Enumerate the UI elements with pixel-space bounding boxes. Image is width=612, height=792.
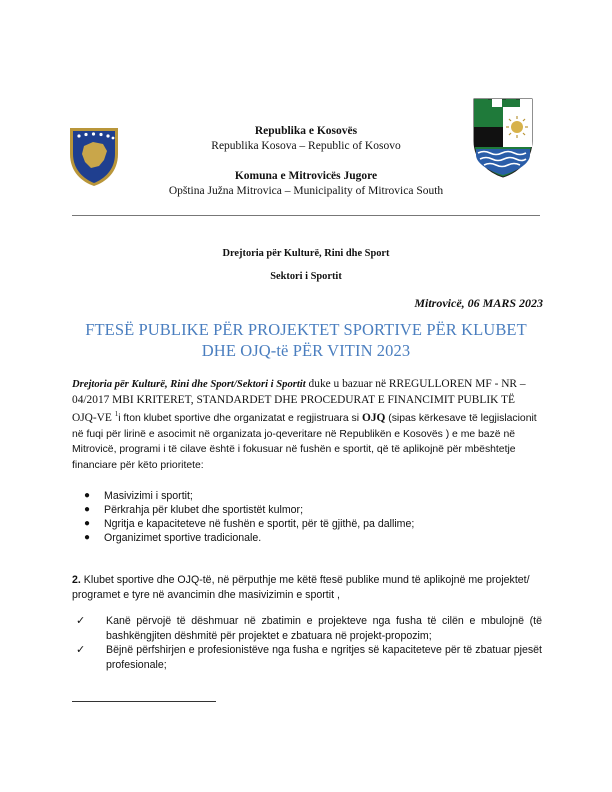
header-municipality-albanian: Komuna e Mitrovicës Jugore [234,170,378,182]
intro-text-3: (sipas kërkesave të legjislacionit në fuqi për lirinë e asocimit në organizata jo-qeveritare në Republikën e Kosovës ) e me bazë në Mitrovicë, programi i të cilave është i fokusuar në fushën e sportit, që të aplikojnë për mbështetje financiare për këto prioritete: [72,412,537,471]
list-item: ● Ngritja e kapaciteteve në fushën e sportit, për të gjithë, pa dallime; [84,518,415,530]
bullet-dot-icon: ● [84,518,91,529]
intro-paragraph [72,377,540,473]
section-2-number: 2. [72,574,81,586]
list-item: ● Përkrahja për klubet dhe sportistët kulmor; [84,504,304,516]
intro-text-1: duke u bazuar në RREGULLOREN MF - NR – 04/2017 MBI KRITERET, STANDARDET DHE PROCEDURAT E FINANCIMIT PUBLIK TË OJQ-VE [72,378,526,424]
footnote-separator [72,701,216,702]
bullet-dot-icon: ● [84,532,91,543]
bullet-dot-icon: ● [84,504,91,515]
bullet-dot-icon: ● [84,490,91,501]
checkmark-icon: ✓ [76,644,86,656]
header-republic-albanian: Republika e Kosovës [254,125,358,137]
list-item: ● Masivizimi i sportit; [84,490,193,502]
department-name: Drejtoria për Kulturë, Rini dhe Sport [222,248,390,259]
header-republic-serbian-english: Republika Kosova – Republic of Kosovo [211,140,401,152]
intro-text-2: i fton klubet sportive dhe organizatat e regjistruara si [118,412,362,424]
checkmark-icon: ✓ [76,615,86,627]
footnote-marker: 1 [114,410,119,419]
checklist-item: ✓ Kanë përvojë të dëshmuar në zbatimin e projekteve nga fusha të cilën e mbulojnë (të bashkëngjiten dëshmitë për projektet e zbatuara në projekt-propozim; [76,615,542,642]
section-2-text: Klubet sportive dhe OJQ-të, në përputhje me këtë ftesë publike mund të aplikojnë me projektet/ programet e tyre në avancimin dhe masivizimin e sportit , [72,574,530,601]
document-title-line1: FTESË PUBLIKE PËR PROJEKTET SPORTIVE PËR KLUBET [85,320,527,339]
checklist-item: ✓ Bëjnë përfshirjen e profesionistëve nga fusha e ngritjes së kapaciteteve për të zbatuar pjesët profesionale; [76,644,542,671]
document-date: Mitrovicë, 06 MARS 2023 [414,296,543,310]
sector-name: Sektori i Sportit [270,271,342,282]
header-municipality-serbian-english: Opština Južna Mitrovica – Municipality of Mitrovica South [168,185,444,197]
document-title-line2: DHE OJQ-të PËR VITIN 2023 [201,341,411,360]
intro-ojq: OJQ [361,411,386,424]
mitrovica-south-coat-of-arms-icon [470,97,536,179]
header-divider [72,215,540,216]
list-item: ● Organizimet sportive tradicionale. [84,532,262,544]
section-2-paragraph [72,573,540,602]
intro-department: Drejtoria për Kulturë, Rini dhe Sport/Sektori i Sportit [72,379,306,390]
